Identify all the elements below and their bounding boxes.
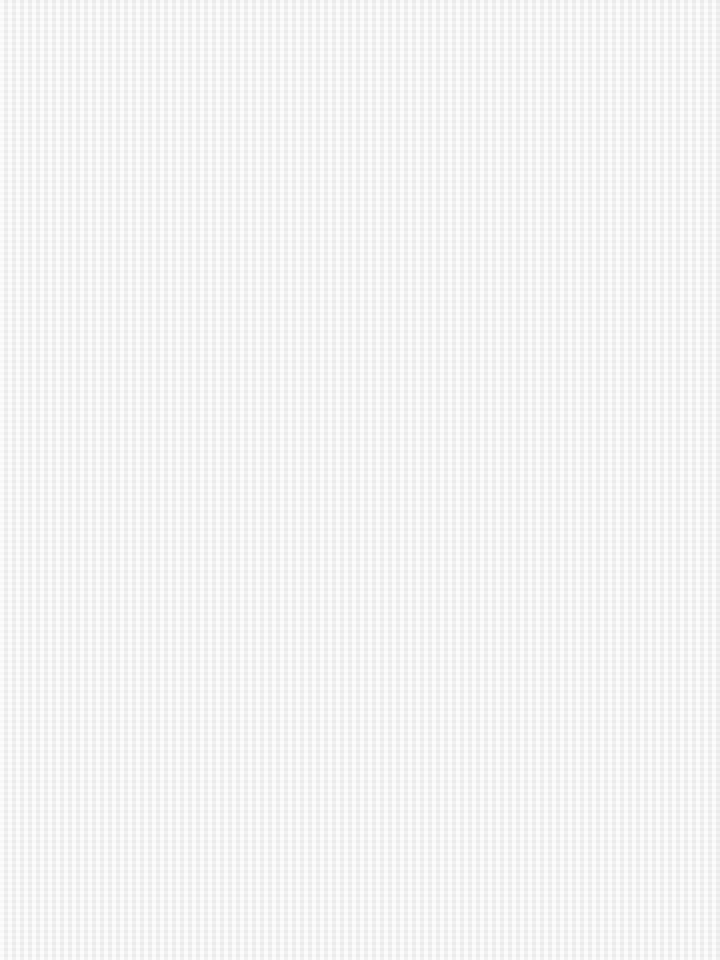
bottom-knit-border <box>0 820 720 960</box>
top-knit-border <box>0 0 720 42</box>
